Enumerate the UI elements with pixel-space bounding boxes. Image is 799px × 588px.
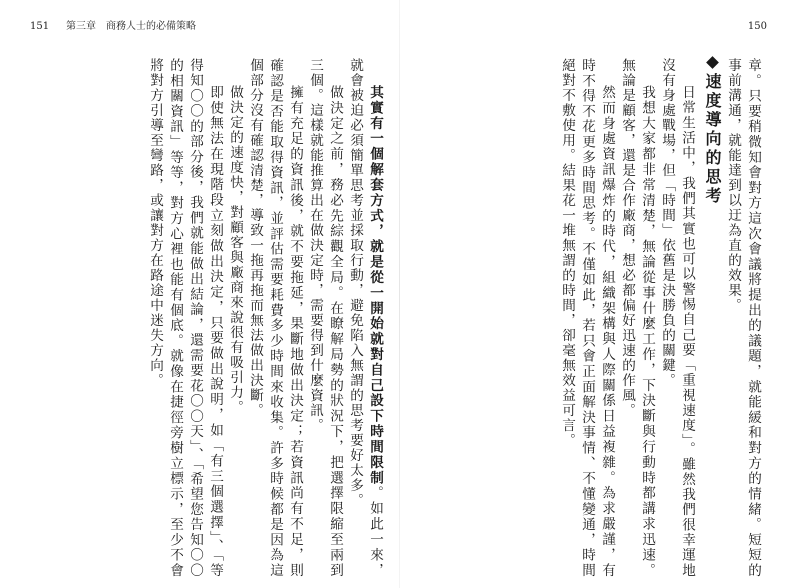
right-page-number: 150: [747, 21, 767, 32]
paragraph: 做決定之前，務必先綜觀全局。在瞭解局勢的狀況下，把選擇限縮至兩到三個。這樣就能推算出在做決定時，需要得到什麼資訊。: [307, 58, 343, 578]
section-heading-text: 速度導向的思考: [703, 73, 722, 206]
paragraph: 擁有充足的資訊後，就不要拖延，果斷地做出決定；若資訊尚有不足，則確認是否能取得資訊，並評估需要耗費多少時間來收集。許多時候都是因為這個部分沒有確認清楚，導致一拖再拖而無法做出決斷。: [247, 58, 303, 578]
paragraph: 我想大家都非常清楚，無論從事什麼工作，下決斷與行動時都講求迅速。無論是顧客，還是合作廠商，想必都偏好迅速的作風。: [619, 58, 655, 578]
section-heading: [701, 58, 723, 578]
right-page: [400, 0, 799, 588]
paragraph: 即使無法在現階段立刻做出決定，只要做出說明，如「有三個選擇」、「等得知〇〇的部分後，我們就能做出結論，還需要花〇〇天」、「希望您告知〇〇的相關資訊」等等，對方心裡也能有個底。就像在捷徑旁樹立標示，至少不會將對方引導至彎路，或讓對方在路途中迷失方向。: [147, 58, 223, 578]
paragraph-time-limit: [345, 58, 385, 578]
paragraph: 然而身處資訊爆炸的時代，組織架構與人際關係日益複雜。為求嚴謹，有時不得不花更多時間思考。不僅如此，若只會正面解決事情、不懂變通，時間絕對不敷使用。結果花一堆無謂的時間，卻毫無效益可言。: [559, 58, 615, 578]
continued-paragraph: 章。只要稍微知會對方這次會議將提出的議題，就能緩和對方的情緒。短短的事前溝通，就能達到以迂為直的效果。: [725, 58, 761, 578]
left-page-number: 151: [30, 21, 50, 32]
right-page-body: [435, 58, 763, 578]
diamond-bullet-icon: [706, 56, 719, 69]
paragraph: 日常生活中，我們其實也可以警惕自己要「重視速度」。雖然我們很幸運地沒有身處戰場，但「時間」依舊是決勝負的關鍵。: [659, 58, 695, 578]
left-page: [0, 0, 399, 588]
running-title: 第三章 商務人士的必備策略: [66, 21, 196, 32]
paragraph-text: 。如此一來，就會被迫必須簡單思考並採取行動，避免陷入無謂的思考要好太多。: [347, 58, 383, 579]
paragraph: 做決定的速度快，對顧客與廠商來說很有吸引力。: [227, 85, 243, 416]
left-page-body: [13, 58, 385, 578]
bold-key-sentence: 其實有一個解套方式，就是從一開始就對自己設下時間限制: [367, 85, 383, 486]
